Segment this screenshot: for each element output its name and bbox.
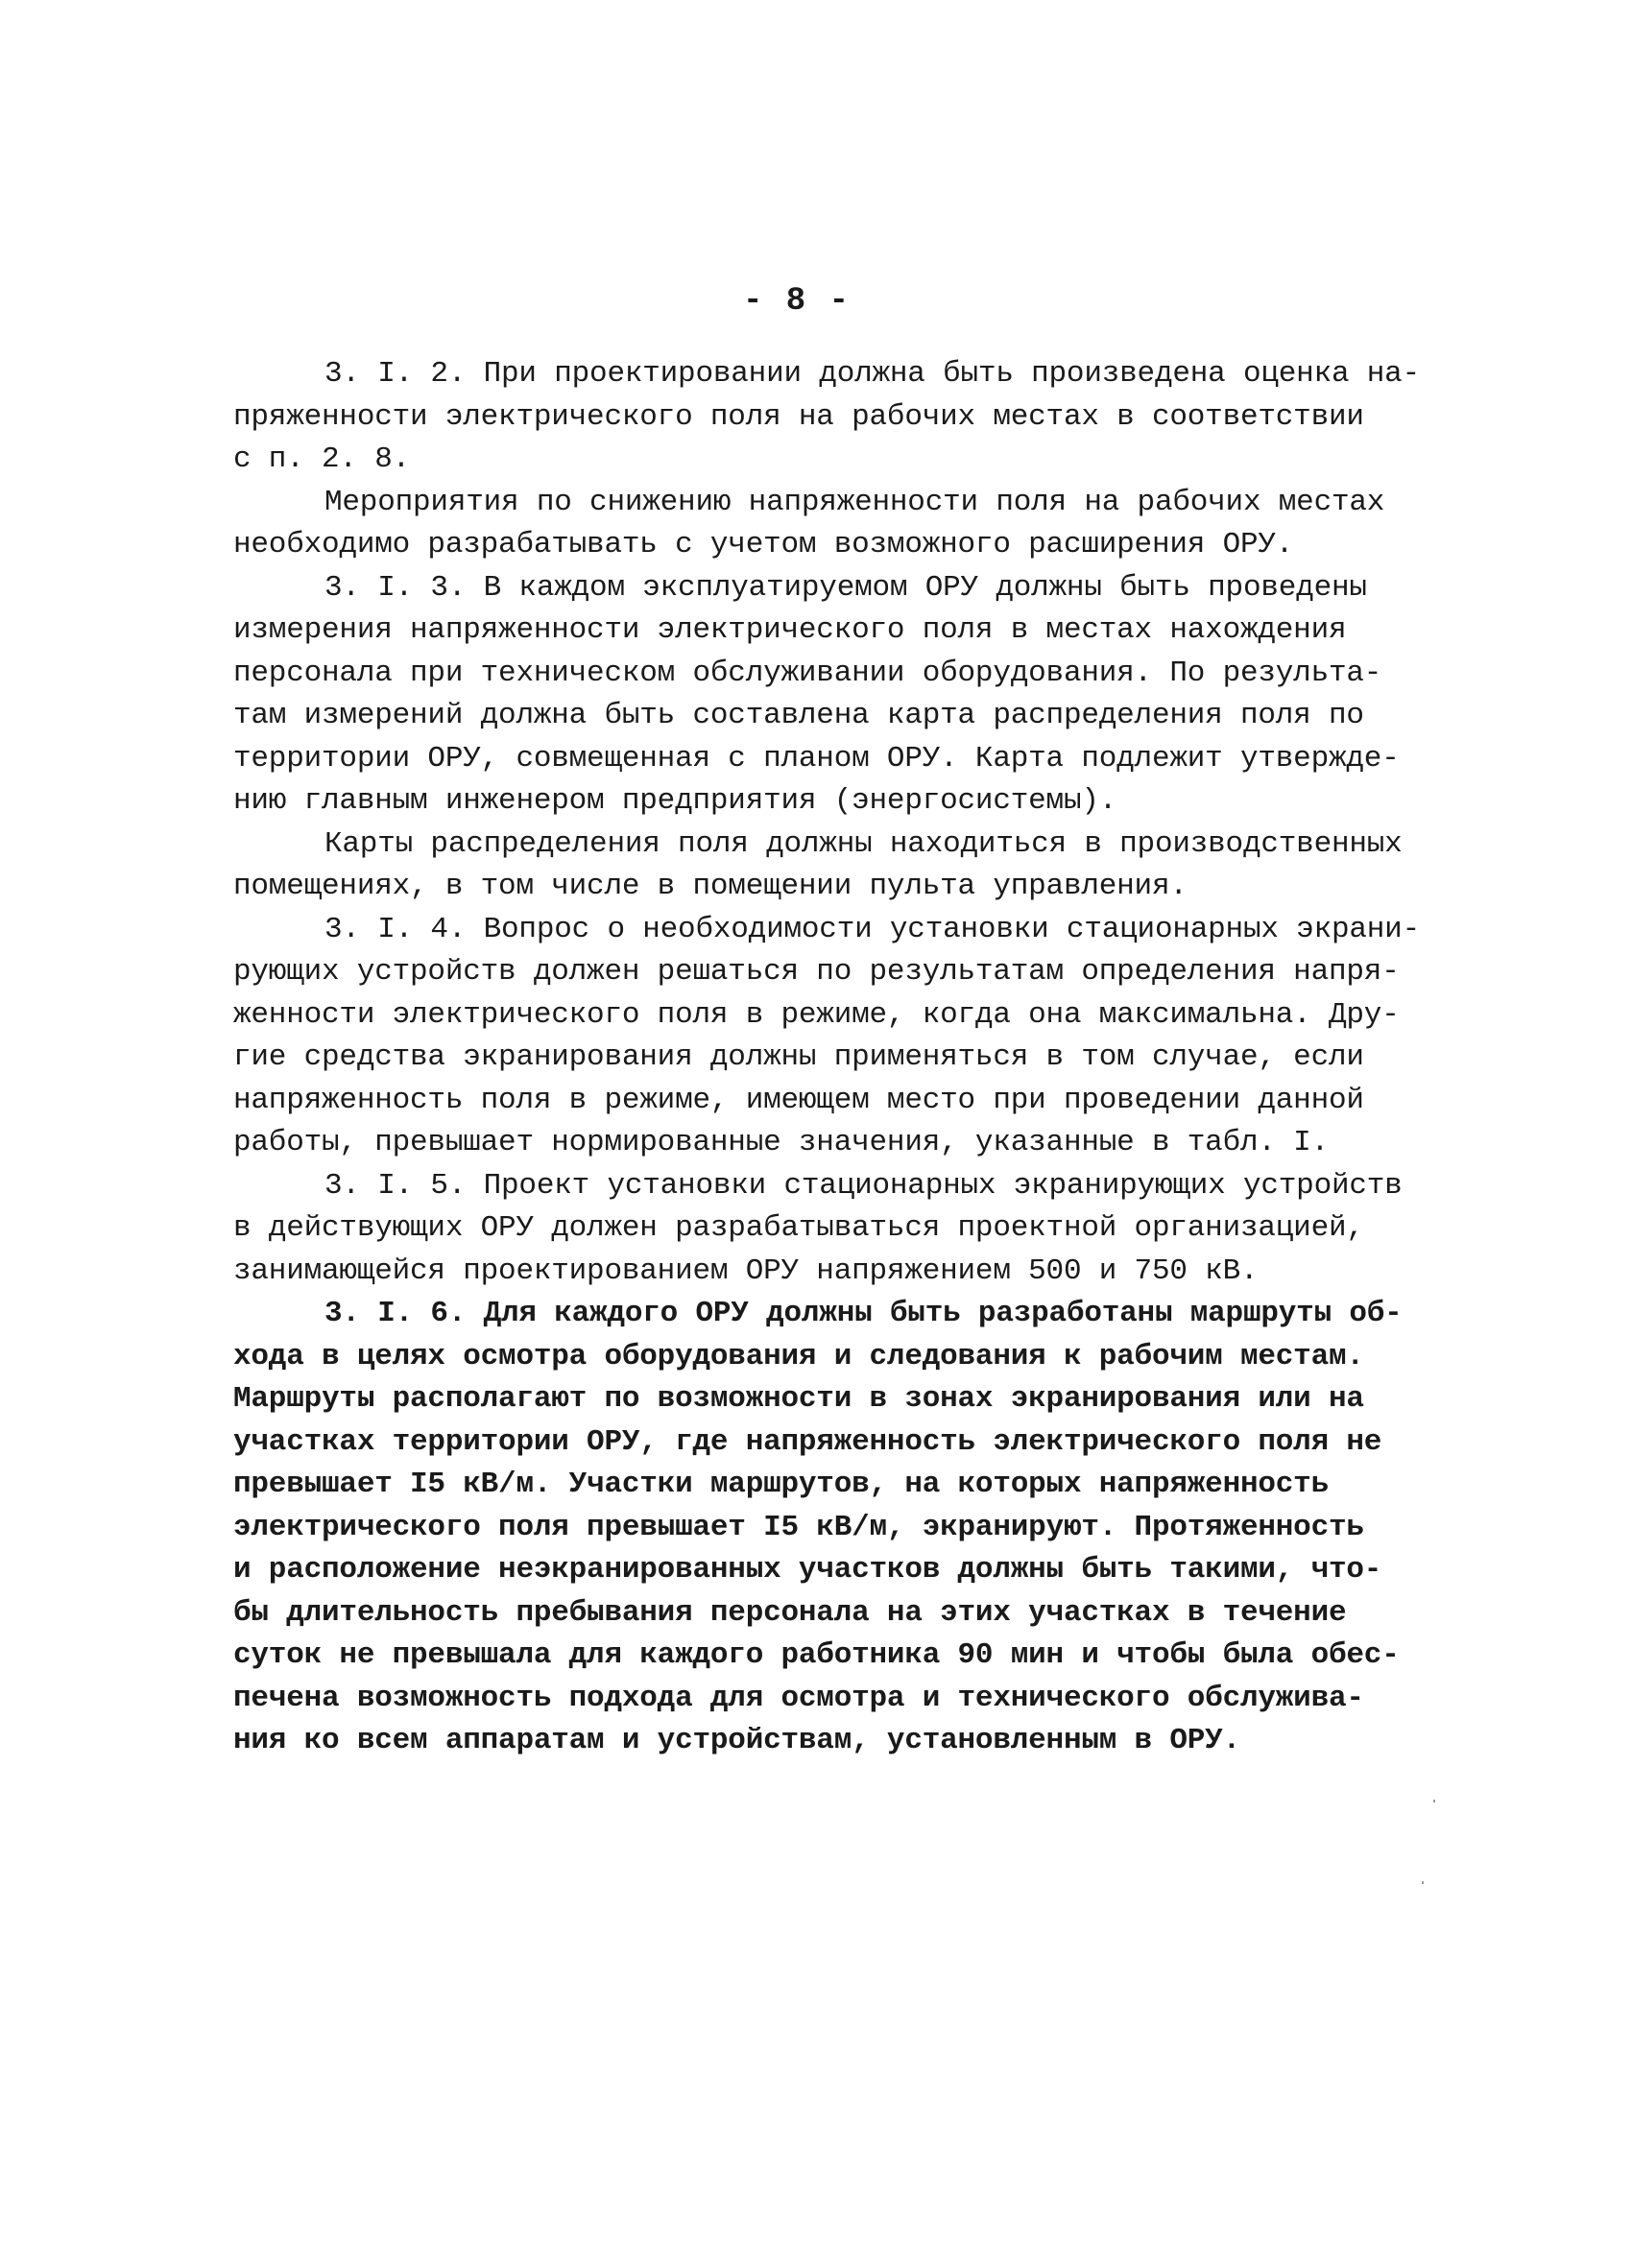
scan-speck [1422,1881,1424,1884]
text-line: и расположение неэкранированных участков должны быть такими, что- [233,1553,1382,1587]
text-line: с п. 2. 8. [233,442,411,476]
text-line: работы, превышает нормированные значения, указанные в табл. I. [233,1126,1329,1159]
paragraph-3-1-2 [233,353,1420,482]
text-line: Маршруты располагают по возможности в зонах экранирования или на [233,1382,1364,1416]
paragraph-3-1-6 [233,1293,1414,1763]
text-line: 3. I. 5. Проект установки стационарных экранирующих устройств [324,1168,1403,1203]
text-line: превышает I5 кВ/м. Участки маршрутов, на которых напряженность [233,1468,1329,1501]
text-line: нию главным инженером предприятия (энергосистемы). [233,784,1117,818]
text-line: хода в целях осмотра оборудования и следования к рабочим местам. [233,1339,1364,1373]
paragraph-measures [233,482,1414,567]
text-line: помещениях, в том числе в помещении пульта управления. [233,870,1188,903]
paragraph-3-1-5 [233,1165,1414,1294]
page-number: - 8 - [742,283,852,320]
text-line: измерения напряженности электрического поля в местах нахождения [233,613,1347,647]
text-line: электрического поля превышает I5 кВ/м, экранируют. Протяженность [233,1510,1364,1544]
document-body [233,353,1420,1763]
text-line: напряженность поля в режиме, имеющем место при проведении данной [233,1083,1364,1117]
text-line: необходимо разрабатывать с учетом возможного расширения ОРУ. [233,528,1294,561]
paragraph-3-1-3 [233,567,1414,824]
text-line: гие средства экранирования должны применяться в том случае, если [233,1040,1364,1074]
scan-speck [1433,1800,1435,1802]
text-line: территории ОРУ, совмещенная с планом ОРУ. Карта подлежит утвержде- [233,741,1400,776]
text-line: суток не превышала для каждого работника 90 мин и чтобы была обес- [233,1638,1400,1672]
text-line: 3. I. 2. При проектировании должна быть произведена оценка на- [324,357,1420,391]
text-line: Карты распределения поля должны находиться в производственных [324,826,1403,861]
paragraph-3-1-4 [233,909,1420,1165]
text-line: женности электрического поля в режиме, когда она максимальна. Дру- [233,997,1400,1032]
text-line: там измерений должна быть составлена карта распределения поля по [233,699,1364,732]
text-line: 3. I. 4. Вопрос о необходимости установки стационарных экрани- [324,912,1420,946]
text-line: печена возможность подхода для осмотра и технического обслужива- [233,1681,1364,1715]
text-line: Мероприятия по снижению напряженности поля на рабочих местах [324,485,1385,519]
text-line: участках территории ОРУ, где напряженность электрического поля не [233,1424,1382,1459]
text-line: бы длительность пребывания персонала на этих участках в течение [233,1595,1347,1630]
paragraph-maps [233,824,1414,909]
text-line: 3. I. 6. Для каждого ОРУ должны быть разработаны маршруты об- [324,1297,1403,1330]
text-line: рующих устройств должен решаться по результатам определения напря- [233,955,1400,989]
text-line: персонала при техническом обслуживании оборудования. По результа- [233,656,1382,690]
text-line: в действующих ОРУ должен разрабатываться проектной организацией, [233,1211,1364,1245]
text-line: пряженности электрического поля на рабочих местах в соответствии [233,399,1364,434]
text-line: 3. I. 3. В каждом эксплуатируемом ОРУ должны быть проведены [324,570,1367,605]
text-line: занимающейся проектированием ОРУ напряжением 500 и 750 кВ. [233,1253,1259,1288]
text-line: ния ко всем аппаратам и устройствам, установленным в ОРУ. [233,1724,1240,1757]
